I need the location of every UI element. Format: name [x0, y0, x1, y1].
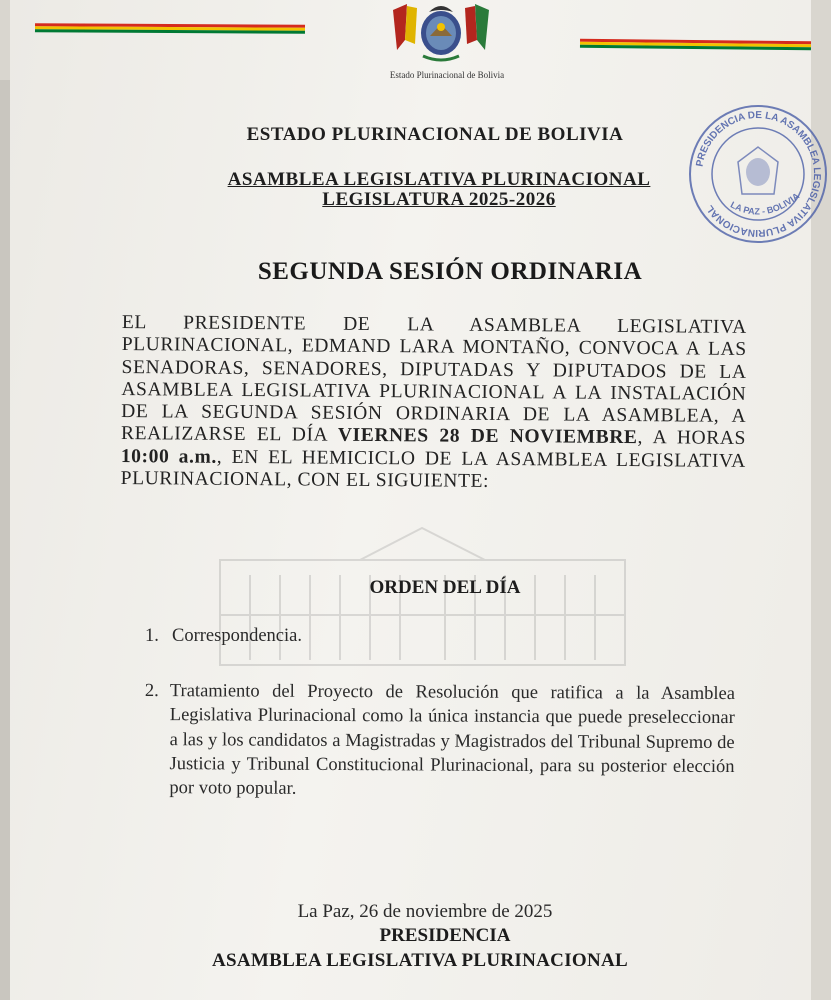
agenda-item-2: [144, 679, 735, 804]
page-edge-shadow: [0, 80, 10, 1000]
convocation-text: [121, 312, 747, 495]
flag-stripe-left: [35, 23, 305, 33]
issuing-office: PRESIDENCIA: [379, 925, 511, 946]
agenda-item-number: 2.: [144, 681, 159, 702]
session-time: 10:00 a.m.: [120, 445, 217, 468]
convocation-part2: , A HORAS: [637, 427, 747, 450]
agenda-item-text: Correspondencia.: [172, 626, 302, 646]
state-title: ESTADO PLURINACIONAL DE BOLIVIA: [246, 124, 624, 145]
assembly-title: ASAMBLEA LEGISLATIVA PLURINACIONAL: [227, 169, 651, 190]
agenda-item-text: Tratamiento del Proyecto de Resolución que ratifica a la Asamblea Legislativa Plurinacional como la única instancia que puede preseleccionar a las y los candidatos a Magistradas y Magistrados del Tribunal Supremo de Justicia y Tribunal Constitucional Plurinacional, para su posterior elección por voto popular.: [169, 681, 735, 799]
convocation-part1: EL PRESIDENTE DE LA ASAMBLEA LEGISLATIVA PLURINACIONAL, EDMAND LARA MONTAÑO, CONVOCA A LAS SENADORAS, SENADORES, DIPUTADAS Y DIPUTADOS DE LA ASAMBLEA LEGISLATIVA PLURINACIONAL A LA INSTALACIÓN DE LA SEGUNDA SESIÓN ORDINARIA DE LA ASAMBLEA, A REALIZARSE EL DÍA: [120, 312, 747, 447]
agenda-item-number: 1.: [145, 626, 159, 646]
place-and-date: La Paz, 26 de noviembre de 2025: [297, 901, 553, 922]
convocation-part3: , EN EL HEMICICLO DE LA ASAMBLEA LEGISLATIVA PLURINACIONAL, CON EL SIGUIENTE:: [120, 446, 746, 492]
session-title: SEGUNDA SESIÓN ORDINARIA: [257, 258, 643, 285]
seal-ring-text: PRESIDENCIA DE LA ASAMBLEA LEGISLATIVA PLURINACIONAL: [694, 109, 823, 239]
agenda-item-1: [145, 626, 302, 647]
issuing-institution: ASAMBLEA LEGISLATIVA PLURINACIONAL: [212, 950, 628, 971]
presidency-seal-stamp: [686, 102, 831, 247]
seal-city-text: LA PAZ - BOLIVIA: [728, 190, 802, 217]
flag-stripe-right: [580, 39, 811, 50]
legislature-title: LEGISLATURA 2025-2026: [322, 189, 556, 210]
coat-of-arms-icon: [385, 0, 497, 62]
agenda-title: ORDEN DEL DÍA: [369, 577, 521, 598]
emblem-caption: Estado Plurinacional de Bolivia: [389, 70, 505, 80]
session-date: VIERNES 28 DE NOVIEMBRE: [337, 425, 638, 449]
assembly-heading: [190, 170, 688, 210]
document-page: [10, 0, 823, 1000]
